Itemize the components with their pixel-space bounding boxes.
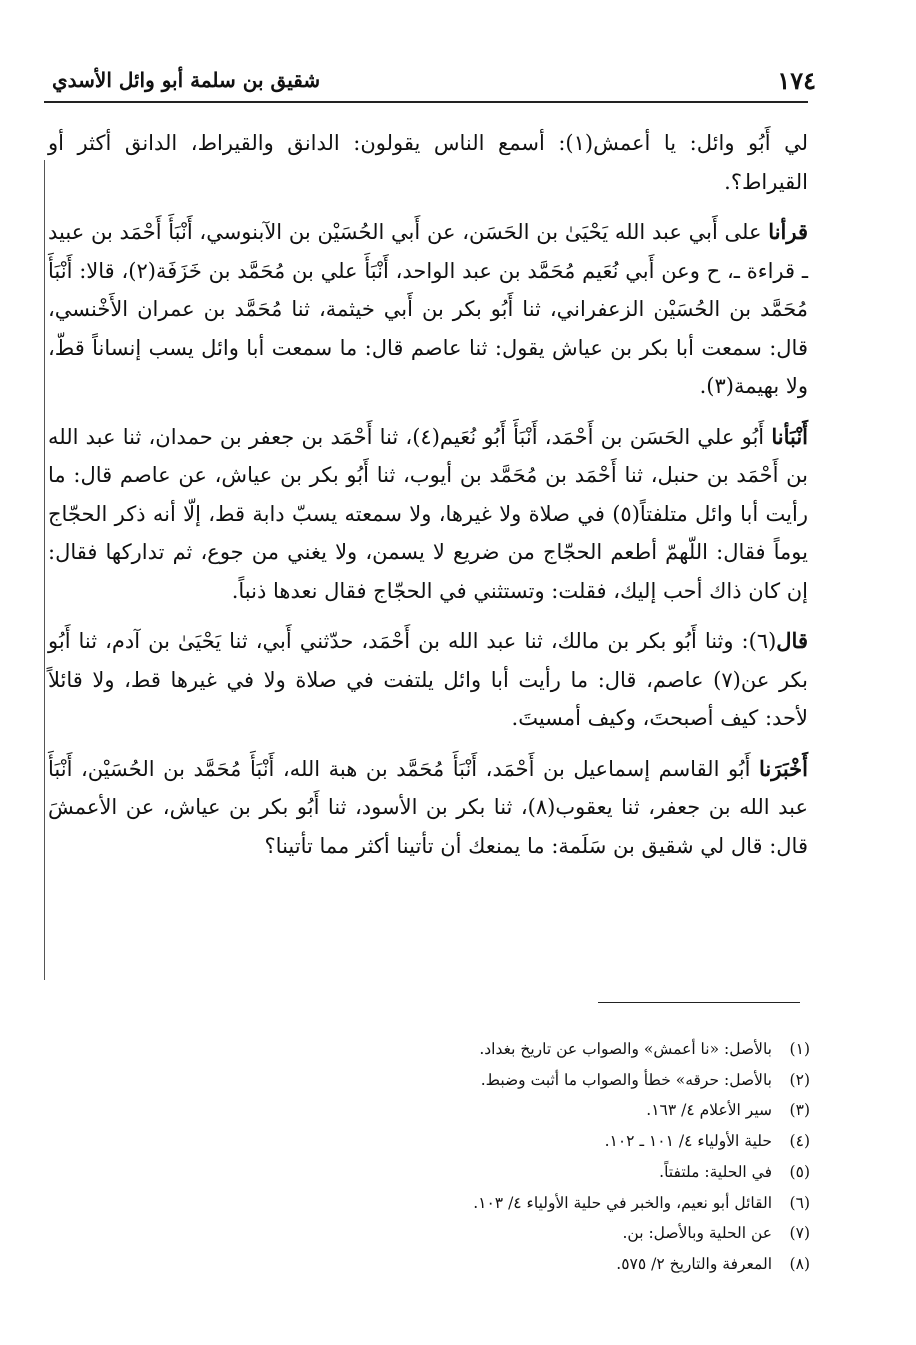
running-title: شقيق بن سلمة أبو وائل الأسدي [52,68,321,92]
footnote [300,1095,810,1126]
header-rule [44,101,808,103]
footnote [300,1034,810,1065]
page-edge-line [44,160,45,980]
footnote-number: (٢) [789,1070,810,1089]
footnote-text: حلية الأولياء ٤/ ١٠١ ـ ١٠٢. [604,1132,772,1151]
paragraph-3 [48,418,808,611]
footnote [300,1126,810,1157]
footnote-number: (٦) [789,1193,810,1212]
footnote-text: سير الأعلام ٤/ ١٦٣. [646,1101,772,1120]
footnote-text: عن الحلية وبالأصل: بن. [622,1224,772,1243]
paragraph-text: لي أَبُو وائل: يا أعمش(١): أسمع الناس يقولون: الدانق والقيراط، الدانق أكثر أو القيراط؟. [48,131,808,194]
page-number: ١٧٤ [777,66,816,95]
footnote-number: (٤) [789,1132,810,1151]
footnote-number: (٨) [789,1254,810,1273]
paragraph-lead: أَخْبَرَنا [759,755,808,781]
paragraph-lead: قال [776,628,808,653]
footnote-number: (١) [789,1040,810,1058]
footnote [300,1065,810,1096]
paragraph-lead: أَنْبَأنا [771,423,809,449]
footnote-text: القائل أبو نعيم، والخبر في حلية الأولياء ٤/ ١٠٣. [473,1193,772,1212]
footnote-text: المعرفة والتاريخ ٢/ ٥٧٥. [616,1254,772,1273]
footnote-separator [598,1002,800,1003]
footnote-number: (٥) [789,1162,810,1181]
main-text [48,124,808,877]
paragraph-text: (٦): وثنا أَبُو بكر بن مالك، ثنا عبد الله بن أَحْمَد، حدّثني أَبي، ثنا يَحْيَىٰ بن آدم، ثنا أَبُو بكر عن(٧) عاصم، قال: ما رأيت أبا وائل يلتفت في صلاة ولا في غيرها قط، ولا قائلاً لأحد: كيف أصبحتَ، وكيف أمسيتَ. [48,629,808,730]
paragraph-text: أَبُو علي الحَسَن بن أَحْمَد، أَنْبَأَ أَبُو نُعَيم(٤)، ثنا أَحْمَد بن جعفر بن حمدان، ثنا عبد الله بن أَحْمَد بن حنبل، ثنا أَحْمَد بن مُحَمَّد بن أيوب، ثنا أَبُو بكر بن عياش، عن عاصم قال: ما رأيت أبا وائل متلفتاً(٥) في صلاة ولا غيرها، ولا سمعته يسبّ دابة قط، إلّا أنه ذكر الحجّاج يوماً فقال: اللّهمّ أطعم الحجّاج من ضريع لا يسمن، ولا يغني من جوع، ثم تداركها فقال: إن كان ذاك أحب إليك، فقلت: وتستثني في الحجّاج فقال نعدها ذنباً. [48,424,808,603]
paragraph-2 [48,213,808,406]
footnotes [300,1034,810,1280]
paragraph-lead: قرأنا [768,219,808,244]
paragraph-text: على أَبي عبد الله يَحْيَىٰ بن الحَسَن، عن أَبي الحُسَيْن بن الآبنوسي، أَنْبَأَ أَحْمَد بن عبيد ـ قراءة ـ، ح وعن أَبي نُعَيم مُحَمَّد بن عبد الواحد، أَنْبَأَ علي بن مُحَمَّد بن خَزَفَة(٢)، قالا: أَنْبَأَ مُحَمَّد بن الحُسَيْن الزعفراني، ثنا أَبُو بكر بن أَبي خيثمة، ثنا مُحَمَّد بن عمران الأَخْنسي، قال: سمعت أبا بكر بن عياش يقول: ثنا عاصم قال: ما سمعت أبا وائل يسب إنساناً قطّ، ولا بهيمة(٣). [48,220,808,398]
footnote-text: بالأصل: حرقه» خطأ والصواب ما أثبت وضبط. [480,1070,772,1089]
paragraph-5 [48,750,808,866]
footnote [300,1218,810,1249]
footnote-text: في الحلية: ملتفتاً. [659,1162,772,1181]
paragraph-1 [48,124,808,201]
page-header [0,56,916,100]
footnote [300,1157,810,1188]
footnote-text: بالأصل: «نا أعمش» والصواب عن تاريخ بغداد. [479,1040,772,1058]
footnote [300,1188,810,1219]
footnote-number: (٣) [789,1101,810,1120]
footnote [300,1249,810,1280]
footnote-number: (٧) [789,1224,810,1243]
paragraph-text: أَبُو القاسم إسماعيل بن أَحْمَد، أَنْبَأَ مُحَمَّد بن هبة الله، أَنْبَأَ مُحَمَّد بن الحُسَيْن، أَنْبَأَ عبد الله بن جعفر، ثنا يعقوب(٨)، ثنا بكر بن الأسود، ثنا أَبُو بكر بن عياش، عن الأعمشَ قال: قال لي شقيق بن سَلَمة: ما يمنعك أن تأتينا أكثر مما تأتينا؟ [48,756,809,858]
paragraph-4 [48,622,808,738]
